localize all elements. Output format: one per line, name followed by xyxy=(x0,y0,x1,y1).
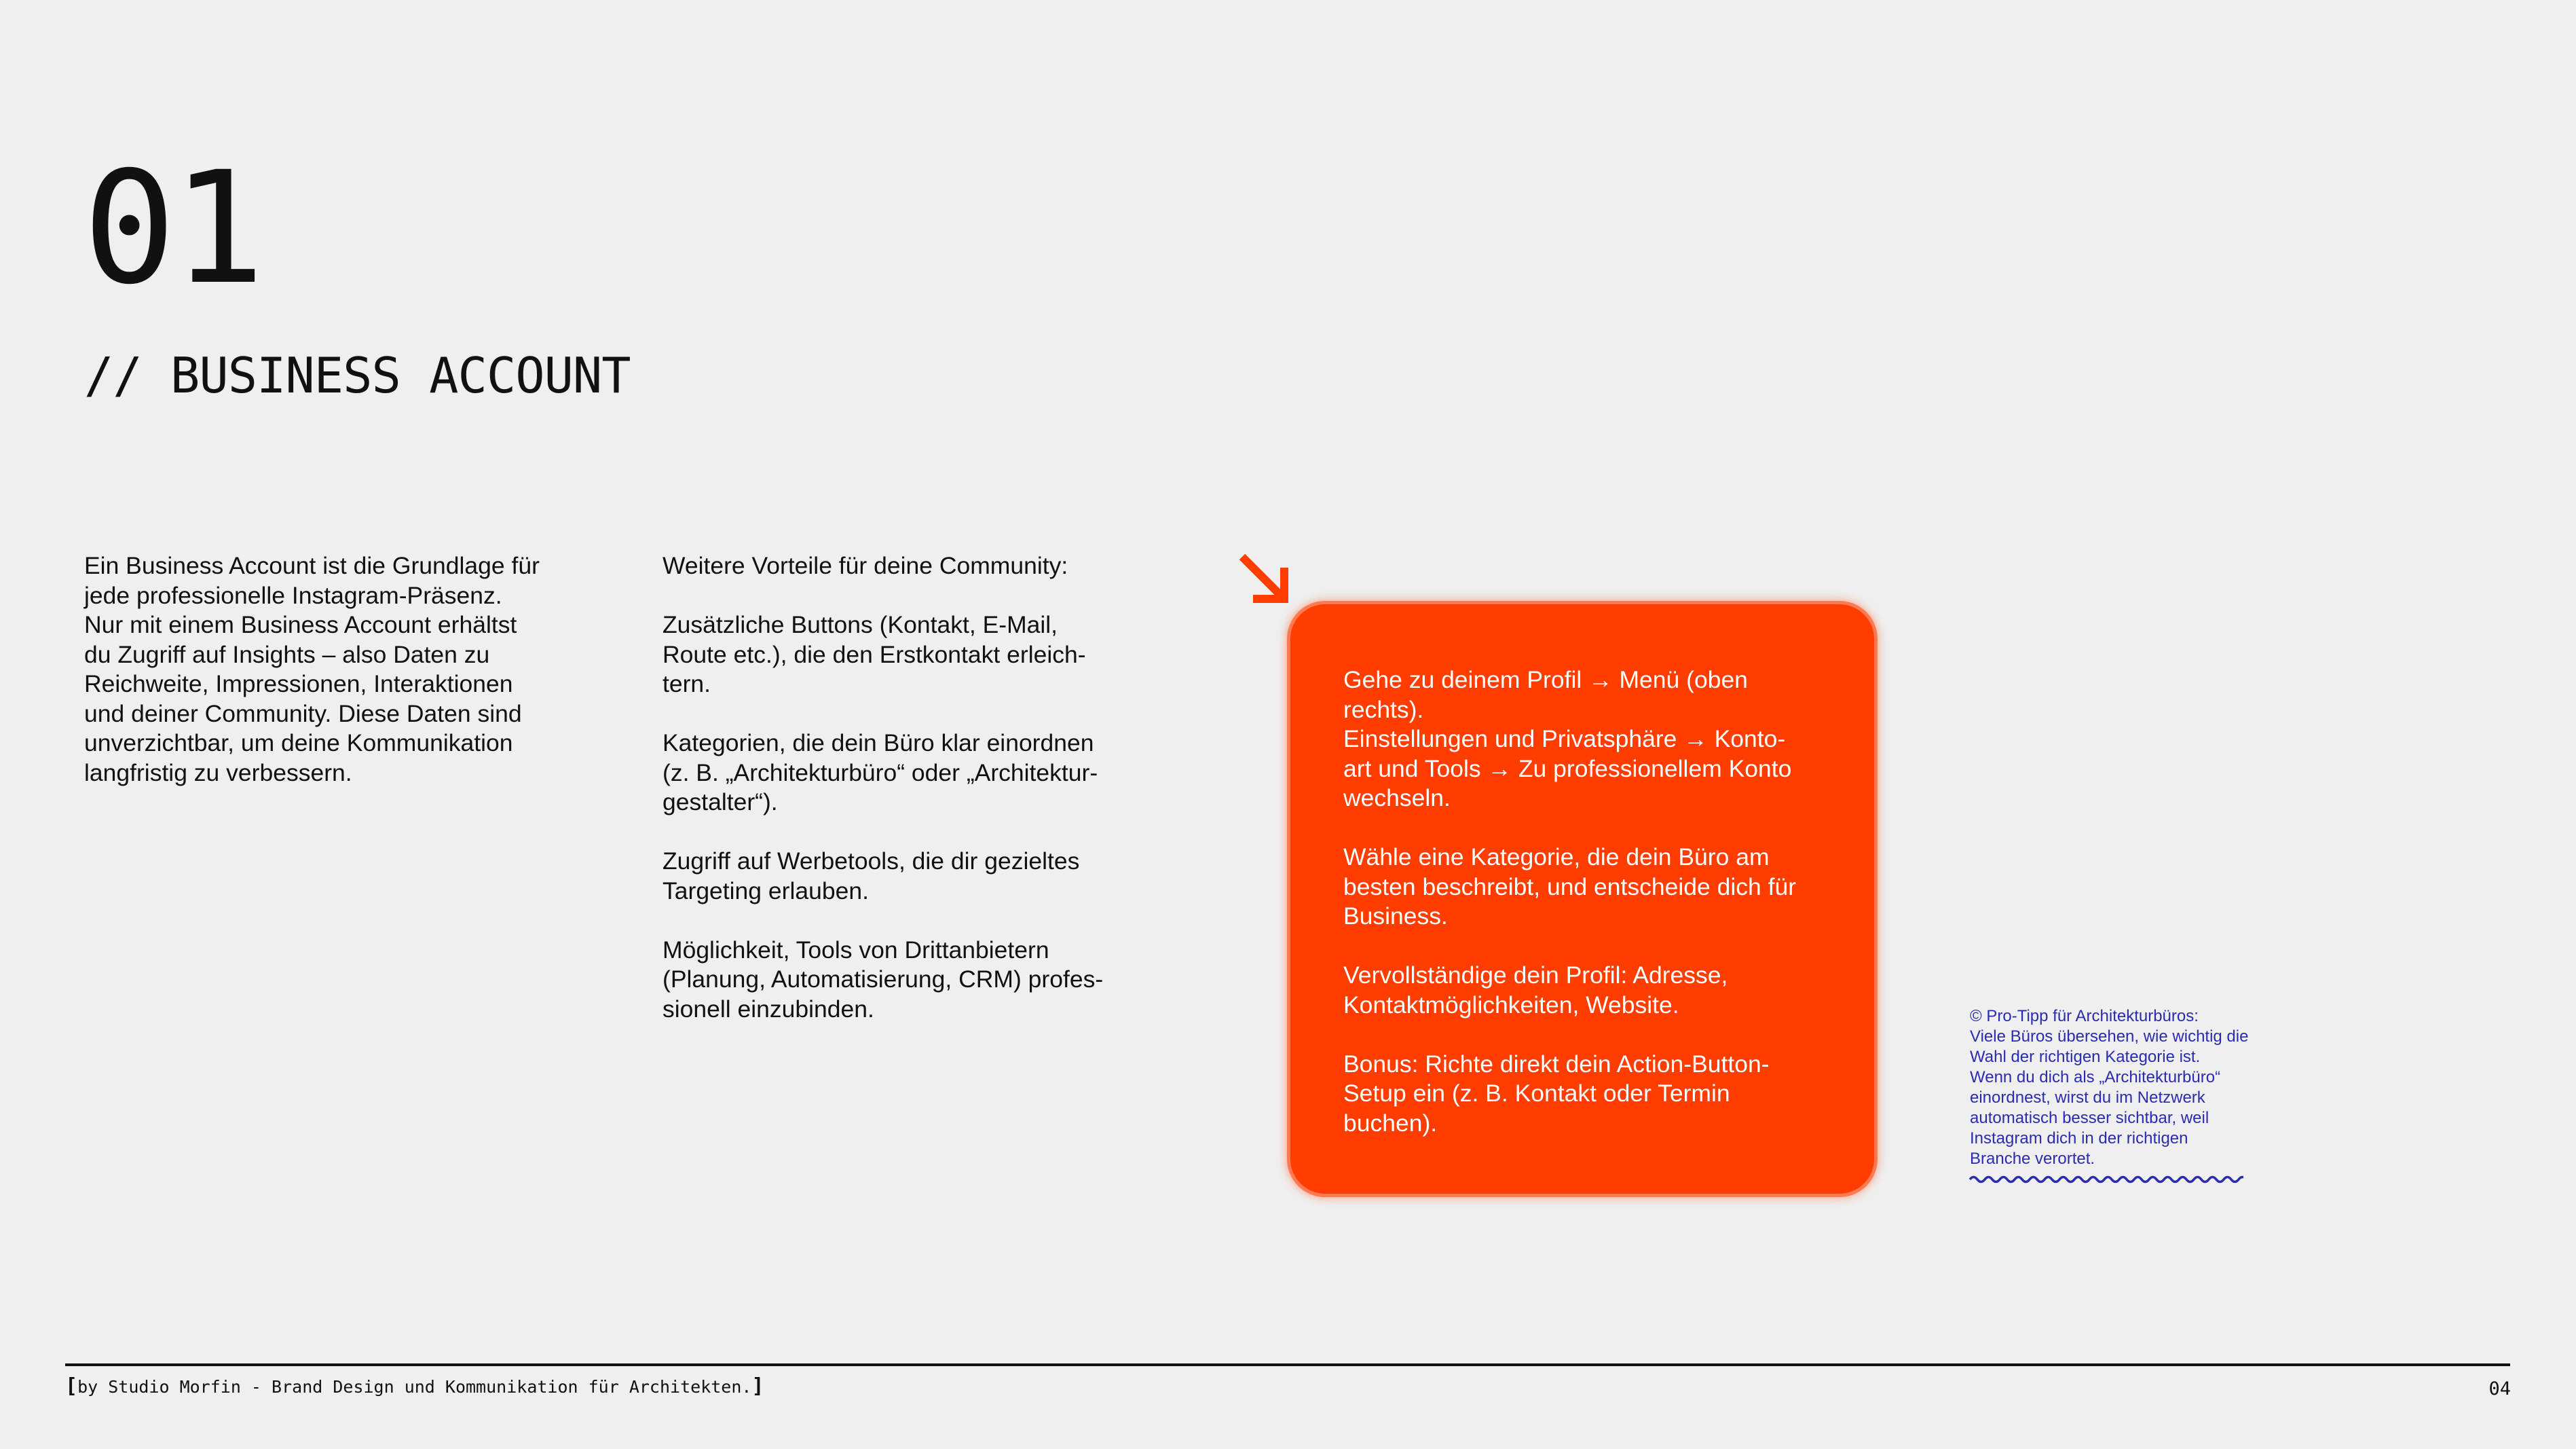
instructions-card xyxy=(1287,601,1878,1197)
bracket-open: [ xyxy=(65,1374,78,1398)
squiggle-underline xyxy=(1968,1173,2243,1186)
intro-text: Ein Business Account ist die Grundlage für jede professionelle Instagram-Präsenz. Nur mit einem Business Account erhältst du Zugriff auf Insights – also Daten zu Reichweite, Impressionen, Interaktionen und deiner Community. Diese Daten sind unverzichtbar, um deine Kommunikation langfristig zu verbessern. xyxy=(84,552,540,786)
arrow-down-right-icon xyxy=(1237,551,1291,606)
instructions-text: Gehe zu deinem Profil → Menü (oben rechts). Einstellungen und Privatsphäre → Konto- art und Tools → Zu professionellem Konto wechseln. Wähle eine Kategorie, die dein Büro am besten beschreibt, und entscheide dich für Business. Vervollständige dein Profil: Adresse, Kontaktmöglichkeiten, Website. Bonus: Richte direkt dein Action-Button- Setup ein (z. B. Kontakt oder Termin buchen). xyxy=(1343,666,1797,1137)
section-number: 01 xyxy=(83,138,261,318)
footer-credit xyxy=(65,1374,764,1399)
benefits-text: Weitere Vorteile für deine Community: Zusätzliche Buttons (Kontakt, E-Mail, Route etc.), die den Erstkontakt erleich- tern. Kategorien, die dein Büro klar einordnen (z. B. „Architekturbüro“ oder „Architektur- gestalter“). Zugriff auf Werbetools, die dir gezieltes Targeting erlauben. Möglichkeit, Tools von Drittanbietern (Planung, Automatisierung, CRM) profes- sionell einzubinden. xyxy=(662,552,1104,1023)
page-number: 04 xyxy=(2488,1378,2511,1399)
section-title: // BUSINESS ACCOUNT xyxy=(84,347,631,404)
pro-tip-text: © Pro-Tipp für Architekturbüros: Viele Büros übersehen, wie wichtig die Wahl der richtigen Kategorie ist. Wenn du dich als „Architekturbüro“ einordnest, wirst du im Netzwerk automatisch besser sichtbar, weil Instagram dich in der richtigen Branche verortet. xyxy=(1970,1007,2249,1168)
bracket-close: ] xyxy=(751,1374,764,1398)
footer-rule xyxy=(65,1363,2510,1366)
footer-credit-text: by Studio Morfin - Brand Design und Kommunikation für Architekten. xyxy=(77,1377,752,1397)
